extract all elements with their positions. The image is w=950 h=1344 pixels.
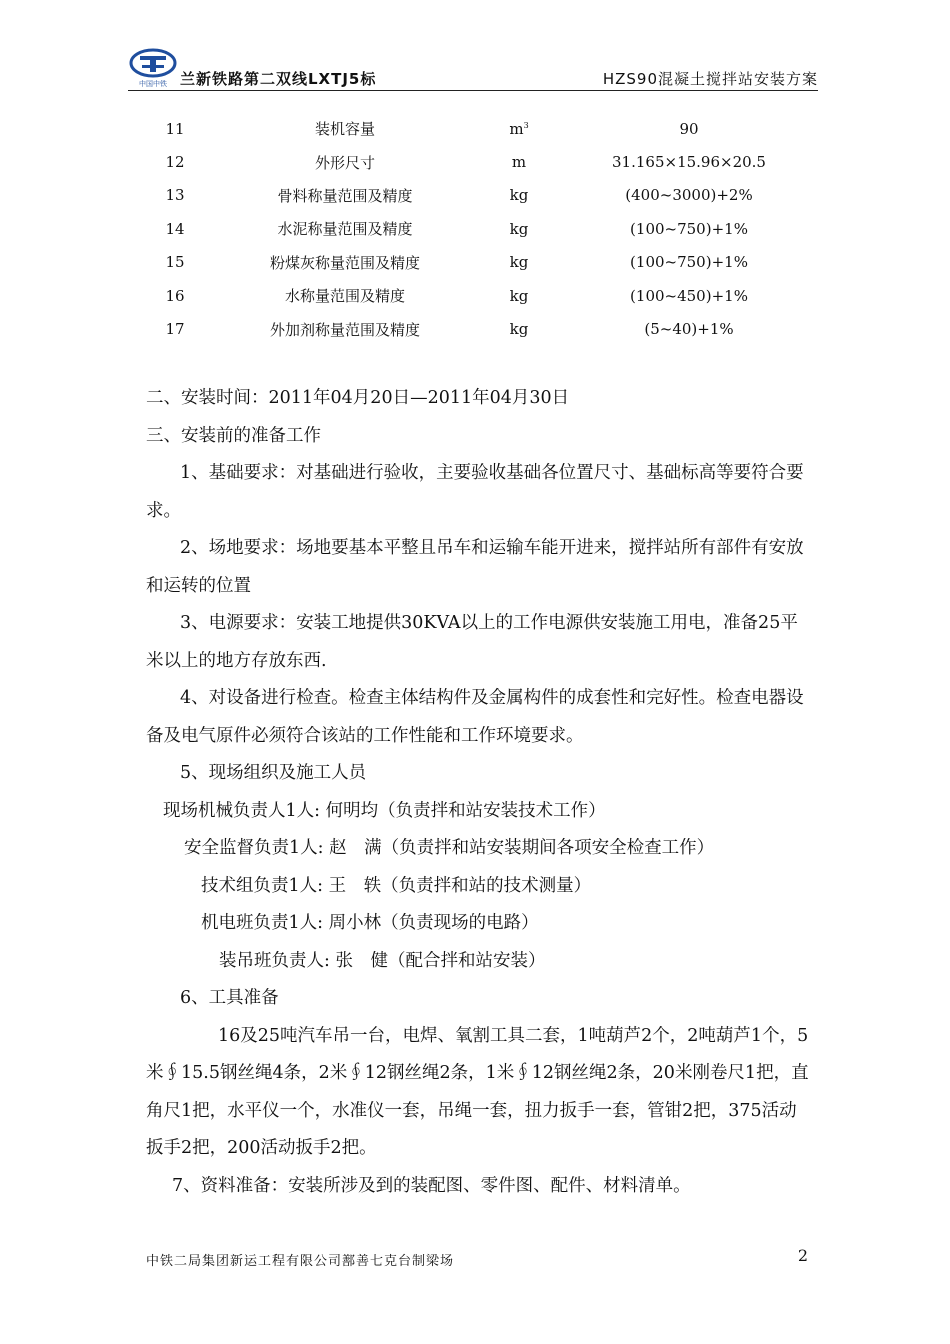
install-time: 二、安装时间：2011年04月20日—2011年04月30日 <box>146 388 570 408</box>
spec-number: 16 <box>165 286 185 305</box>
prep-item-staff-title: 5、现场组织及施工人员 <box>180 763 367 783</box>
spec-unit-text: kg <box>509 186 529 205</box>
spec-name: 外加剂称量范围及精度 <box>269 320 420 339</box>
prep-section-title: 三、安装前的准备工作 <box>146 425 321 446</box>
spec-name: 外形尺寸 <box>314 153 375 172</box>
spec-value: (100~750)+1% <box>630 253 748 272</box>
prep-item-inspection: 4、对设备进行检查。检查主体结构件及金属构件的成套性和完好性。检查电器设备及电气原件必须符合该站的工作性能和工作环境要求。 <box>146 688 804 746</box>
spec-name: 水称量范围及精度 <box>284 287 405 306</box>
tools-list: 16及25吨汽车吊一台，电焊、氧割工具二套，1吨葫芦2个，2吨葫芦1个，5米∮15.5钢丝绳4条，2米∮12钢丝绳2条，1米∮12钢丝绳2条，20米刚卷尺1把，直角尺1把，水平仪一个，水准仪一套，吊绳一套，扭力扳手一套，管钳2把，375活动扳手2把，200活动扳手2把。 <box>146 1025 809 1158</box>
spec-name: 水泥称量范围及精度 <box>277 220 413 239</box>
spec-unit-text: m <box>511 153 527 172</box>
spec-row <box>140 212 820 245</box>
spec-row <box>140 246 820 279</box>
page-header <box>128 48 818 91</box>
spec-name: 装机容量 <box>314 120 375 139</box>
spec-value: (100~750)+1% <box>630 219 748 238</box>
spec-unit-superscript: 3 <box>523 120 529 130</box>
spec-value: (100~450)+1% <box>630 286 748 305</box>
page-footer <box>146 1246 808 1276</box>
staff-line: 技术组负责1人: 王 轶（负责拌和站的技术测量） <box>201 875 592 896</box>
spec-number: 17 <box>165 320 185 339</box>
spec-number: 11 <box>165 119 185 138</box>
staff-line: 安全监督负责1人: 赵 满（负责拌和站安装期间各项安全检查工作） <box>184 838 715 858</box>
spec-unit-text: m <box>509 119 524 138</box>
prep-item-foundation: 1、基础要求：对基础进行验收，主要验收基础各位置尺寸、基础标高等要符合要求。 <box>146 463 804 521</box>
spec-unit-text: kg <box>509 286 529 305</box>
spec-value: (400~3000)+2% <box>625 186 753 205</box>
prep-item-site: 2、场地要求：场地要基本平整且吊车和运输车能开进来，搅拌站所有部件有安放和运转的位置 <box>146 538 804 596</box>
spec-table <box>140 112 820 346</box>
spec-name: 骨料称量范围及精度 <box>277 186 413 205</box>
spec-unit <box>480 312 558 345</box>
spec-unit-text: kg <box>509 253 529 272</box>
spec-unit-text: kg <box>509 219 529 238</box>
header-project-title: 兰新铁路第二双线LXTJ5标 <box>180 70 377 88</box>
spec-unit <box>480 279 558 312</box>
spec-value: 31.165×15.96×20.5 <box>612 153 766 172</box>
spec-number: 14 <box>165 219 185 238</box>
spec-unit <box>480 179 558 212</box>
spec-row <box>140 179 820 212</box>
spec-name: 粉煤灰称量范围及精度 <box>269 253 420 272</box>
spec-value: 90 <box>679 119 699 138</box>
spec-number: 13 <box>165 186 185 205</box>
prep-item-power: 3、电源要求：安装工地提供30KVA以上的工作电源供安装施工用电，准备25平米以上的地方存放东西. <box>146 613 798 671</box>
spec-row <box>140 145 820 178</box>
spec-value: (5~40)+1% <box>644 320 734 339</box>
page-number: 2 <box>797 1246 808 1265</box>
staff-line: 现场机械负责人1人: 何明均（负责拌和站安装技术工作） <box>163 800 606 821</box>
spec-unit <box>480 112 558 145</box>
company-logo-icon <box>128 48 178 88</box>
spec-unit <box>480 212 558 245</box>
prep-item-tools-title: 6、工具准备 <box>180 988 279 1008</box>
spec-row <box>140 279 820 312</box>
document-body <box>146 380 814 1205</box>
spec-row <box>140 112 820 145</box>
spec-unit-text: kg <box>509 320 529 339</box>
staff-line: 机电班负责1人: 周小林（负责现场的电路） <box>201 913 539 933</box>
header-document-title: HZS90混凝土搅拌站安装方案 <box>602 70 818 88</box>
svg-text:中国中铁: 中国中铁 <box>139 80 167 88</box>
spec-unit <box>480 145 558 178</box>
staff-line: 装吊班负责人: 张 健（配合拌和站安装） <box>219 950 546 971</box>
spec-number: 15 <box>165 253 185 272</box>
prep-item-documents: 7、资料准备：安装所涉及到的装配图、零件图、配件、材料清单。 <box>172 1175 691 1196</box>
spec-row <box>140 312 820 345</box>
footer-company: 中铁二局集团新运工程有限公司鄯善七克台制梁场 <box>146 1254 455 1269</box>
spec-number: 12 <box>165 153 185 172</box>
spec-unit <box>480 246 558 279</box>
